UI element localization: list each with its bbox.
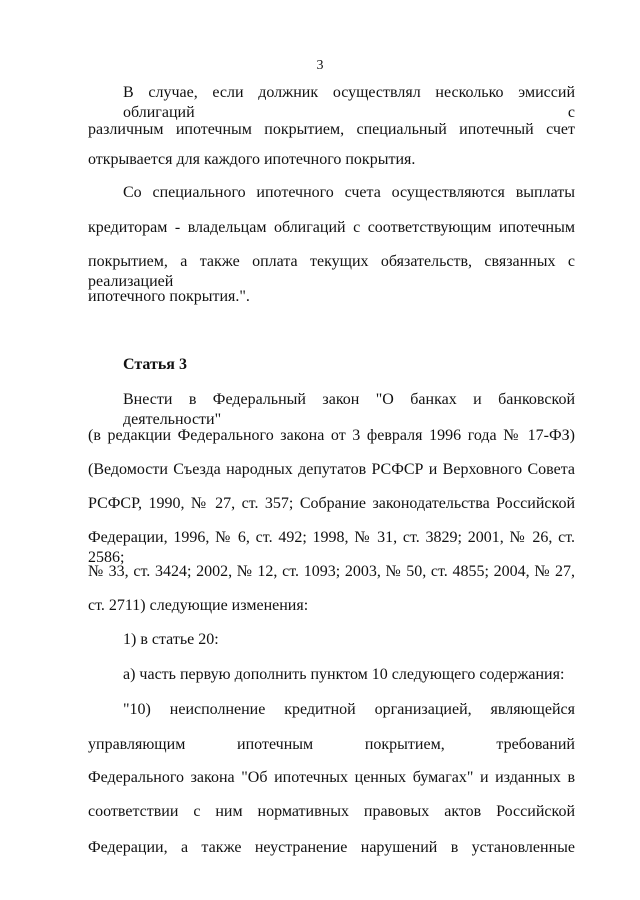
text-line: (Ведомости Съезда народных депутатов РСФСР и Верховного Совета bbox=[88, 461, 575, 478]
text-line: Федерации, 1996, № 6, ст. 492; 1998, № 31, ст. 3829; 2001, № 26, ст. 2586; bbox=[88, 529, 575, 566]
text-line: а) часть первую дополнить пунктом 10 следующего содержания: bbox=[123, 666, 565, 683]
text-line: ипотечного покрытия.". bbox=[88, 288, 250, 305]
text-line: (в редакции Федерального закона от 3 февраля 1996 года № 17-ФЗ) bbox=[88, 427, 575, 444]
text-line: Федерации, а также неустранение нарушений в установленные bbox=[88, 839, 575, 856]
text-line: покрытием, а также оплата текущих обязательств, связанных с реализацией bbox=[88, 253, 575, 290]
text-line: соответствии с ним нормативных правовых актов Российской bbox=[88, 803, 575, 820]
text-line: кредиторам - владельцам облигаций с соответствующим ипотечным bbox=[88, 219, 575, 236]
page-number: 3 bbox=[316, 58, 324, 73]
text-line: РСФСР, 1990, № 27, ст. 357; Собрание законодательства Российской bbox=[88, 495, 575, 512]
text-line: № 33, ст. 3424; 2002, № 12, ст. 1093; 2003, № 50, ст. 4855; 2004, № 27, bbox=[88, 563, 575, 580]
text-line: открывается для каждого ипотечного покрытия. bbox=[88, 151, 416, 168]
text-line: В случае, если должник осуществлял несколько эмиссий облигаций с bbox=[123, 84, 575, 121]
text-line: Федерального закона "Об ипотечных ценных бумагах" и изданных в bbox=[88, 769, 575, 786]
text-line: "10) неисполнение кредитной организацией, являющейся bbox=[123, 701, 575, 718]
section-heading: Статья 3 bbox=[123, 356, 187, 373]
text-line: различным ипотечным покрытием, специальный ипотечный счет bbox=[88, 121, 575, 138]
text-line: ст. 2711) следующие изменения: bbox=[88, 597, 309, 614]
text-line: Со специального ипотечного счета осуществляются выплаты bbox=[123, 184, 575, 201]
text-line: Внести в Федеральный закон "О банках и банковской деятельности" bbox=[123, 391, 575, 428]
text-line: 1) в статье 20: bbox=[123, 631, 219, 648]
text-line: управляющим ипотечным покрытием, требований bbox=[88, 736, 575, 753]
